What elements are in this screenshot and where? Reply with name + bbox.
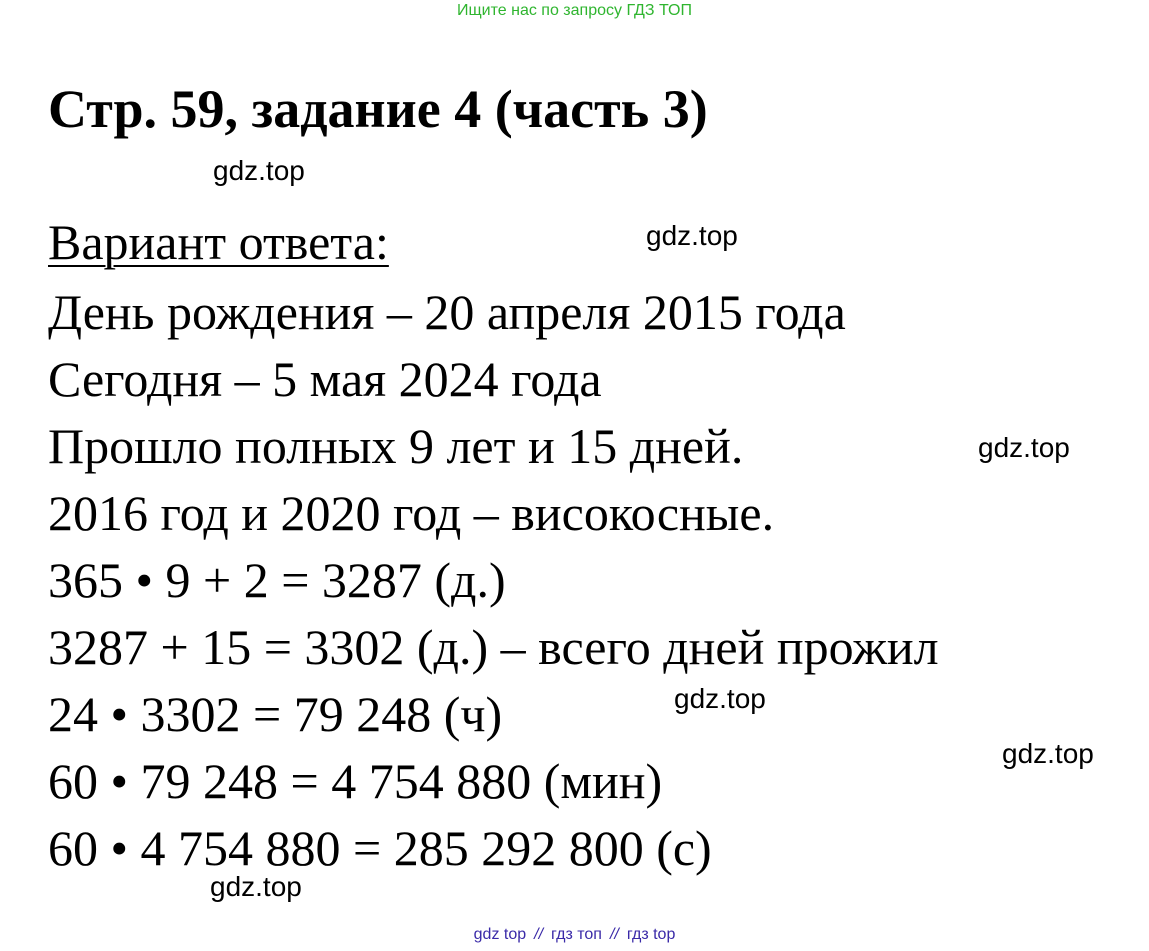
top-banner: Ищите нас по запросу ГДЗ ТОП bbox=[457, 2, 692, 19]
page-title: Стр. 59, задание 4 (часть 3) bbox=[48, 79, 708, 139]
watermark-text: gdz.top bbox=[978, 432, 1070, 463]
answer-line-total-days: 3287 + 15 = 3302 (д.) – всего дней прожил bbox=[48, 619, 939, 675]
watermark-text: gdz.top bbox=[213, 155, 305, 186]
answer-line-hours: 24 • 3302 = 79 248 (ч) bbox=[48, 686, 503, 742]
answer-line-birthday: День рождения – 20 апреля 2015 года bbox=[48, 284, 846, 340]
answer-line-seconds: 60 • 4 754 880 = 285 292 800 (с) bbox=[48, 820, 712, 876]
watermark-text: gdz.top bbox=[674, 683, 766, 714]
watermark-text: gdz.top bbox=[1002, 738, 1094, 769]
footer-links bbox=[0, 926, 1149, 944]
answer-line-days-calc: 365 • 9 + 2 = 3287 (д.) bbox=[48, 552, 506, 608]
answer-line-elapsed: Прошло полных 9 лет и 15 дней. bbox=[48, 418, 744, 474]
footer-separator: // bbox=[609, 926, 619, 943]
answer-line-today: Сегодня – 5 мая 2024 года bbox=[48, 351, 602, 407]
watermark-text: gdz.top bbox=[210, 871, 302, 902]
footer-link-gdz-top-mixed[interactable]: гдз top bbox=[626, 926, 676, 943]
watermark-text: gdz.top bbox=[646, 220, 738, 251]
footer-link-gdz-top[interactable]: gdz top bbox=[473, 926, 527, 943]
answer-heading: Вариант ответа: bbox=[48, 214, 389, 270]
footer-link-gdz-top-ru[interactable]: гдз топ bbox=[551, 926, 602, 943]
footer-separator: // bbox=[534, 926, 544, 943]
answer-line-leap-years: 2016 год и 2020 год – високосные. bbox=[48, 485, 775, 541]
answer-line-minutes: 60 • 79 248 = 4 754 880 (мин) bbox=[48, 753, 663, 809]
